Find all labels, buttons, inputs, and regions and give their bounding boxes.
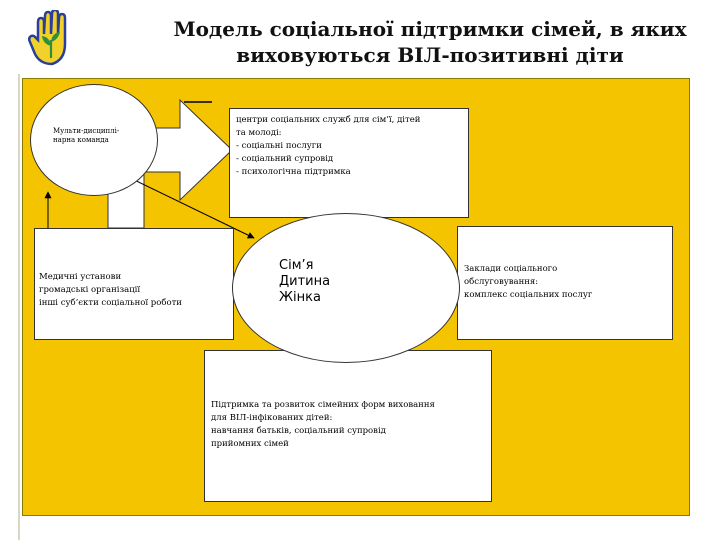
node-multidisciplinary-team	[30, 84, 158, 196]
title-line-1: Модель соціальної підтримки сімей, в яких	[173, 17, 687, 41]
node-family-child-woman	[232, 213, 460, 363]
node-support-label: Підтримка та розвиток сімейних форм виховання для ВІЛ-інфікованих дітей: навчання батьків, соціальний супровід прийомних сімей	[211, 400, 435, 449]
node-medical-label: Медичні установи громадські організації інші суб’єкти соціальної роботи	[39, 272, 182, 308]
node-institutions-label: Заклади соціального обслуговування: комплекс соціальних послуг	[464, 264, 593, 300]
node-social-service-centers	[229, 108, 469, 218]
node-centers-label: центри соціальних служб для сім’ї, дітей та молоді: - соціальні послуги - соціальний супровід - психологічна підтримка	[236, 115, 421, 177]
title-line-2: виховуються ВІЛ-позитивні діти	[236, 43, 624, 67]
node-medical-institutions	[34, 228, 234, 340]
node-social-institutions	[457, 226, 673, 340]
node-team-label: Мульти-дисциплі- нарна команда	[53, 127, 120, 144]
node-center-label: Сім’я Дитина Жінка	[279, 258, 331, 305]
node-family-support	[204, 350, 492, 502]
